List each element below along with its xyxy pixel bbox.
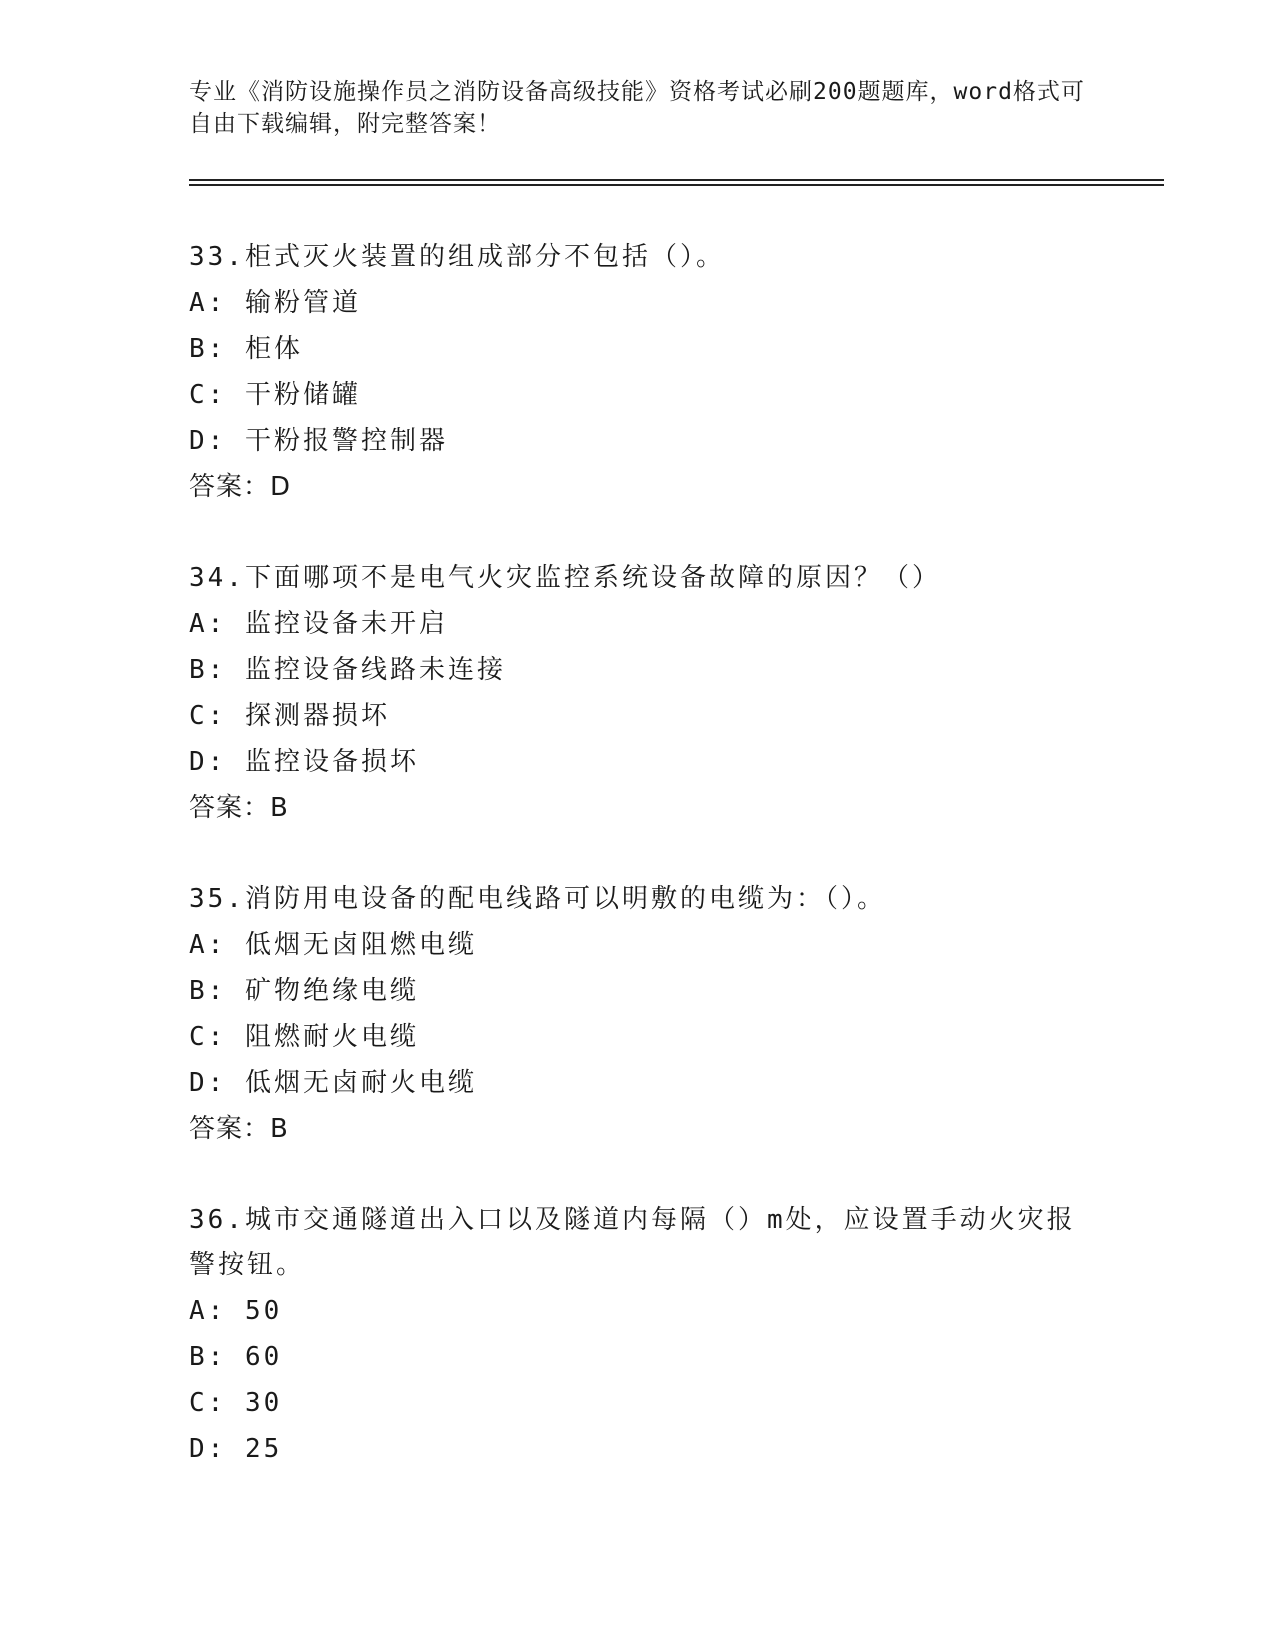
option-c: C: 阻燃耐火电缆: [189, 1022, 419, 1052]
option-c: C: 干粉储罐: [189, 380, 361, 410]
option-c: C: 探测器损坏: [189, 701, 390, 731]
question-34: [189, 556, 1089, 831]
option-a: A: 输粉管道: [189, 288, 361, 318]
option-d: D: 25: [189, 1434, 283, 1464]
option-a: A: 低烟无卤阻燃电缆: [189, 930, 477, 960]
option-d: D: 干粉报警控制器: [189, 426, 448, 456]
answer: 答案：B: [189, 793, 289, 823]
question-stem: 34.下面哪项不是电气火灾监控系统设备故障的原因？（）: [189, 563, 941, 593]
option-d: D: 监控设备损坏: [189, 747, 419, 777]
question-36: [189, 1198, 1089, 1472]
option-b: B: 60: [189, 1342, 283, 1372]
option-b: B: 监控设备线路未连接: [189, 655, 506, 685]
option-b: B: 柜体: [189, 334, 303, 364]
question-stem: 36.城市交通隧道出入口以及隧道内每隔（）m处，应设置手动火灾报警按钮。: [189, 1205, 1076, 1280]
question-33: [189, 235, 1089, 510]
option-a: A: 50: [189, 1296, 283, 1326]
answer: 答案：D: [189, 472, 292, 502]
document-header: 专业《消防设施操作员之消防设备高级技能》资格考试必刷200题题库，word格式可自由下载编辑，附完整答案！: [189, 79, 1085, 137]
question-stem: 35.消防用电设备的配电线路可以明敷的电缆为：（）。: [189, 884, 886, 914]
question-stem: 33.柜式灭火装置的组成部分不包括（）。: [189, 242, 725, 272]
option-a: A: 监控设备未开启: [189, 609, 448, 639]
header-divider-bottom: [189, 184, 1164, 186]
option-c: C: 30: [189, 1388, 283, 1418]
option-b: B: 矿物绝缘电缆: [189, 976, 419, 1006]
header-divider-top: [189, 179, 1164, 181]
question-35: [189, 877, 1089, 1152]
answer: 答案：B: [189, 1114, 289, 1144]
option-d: D: 低烟无卤耐火电缆: [189, 1068, 477, 1098]
